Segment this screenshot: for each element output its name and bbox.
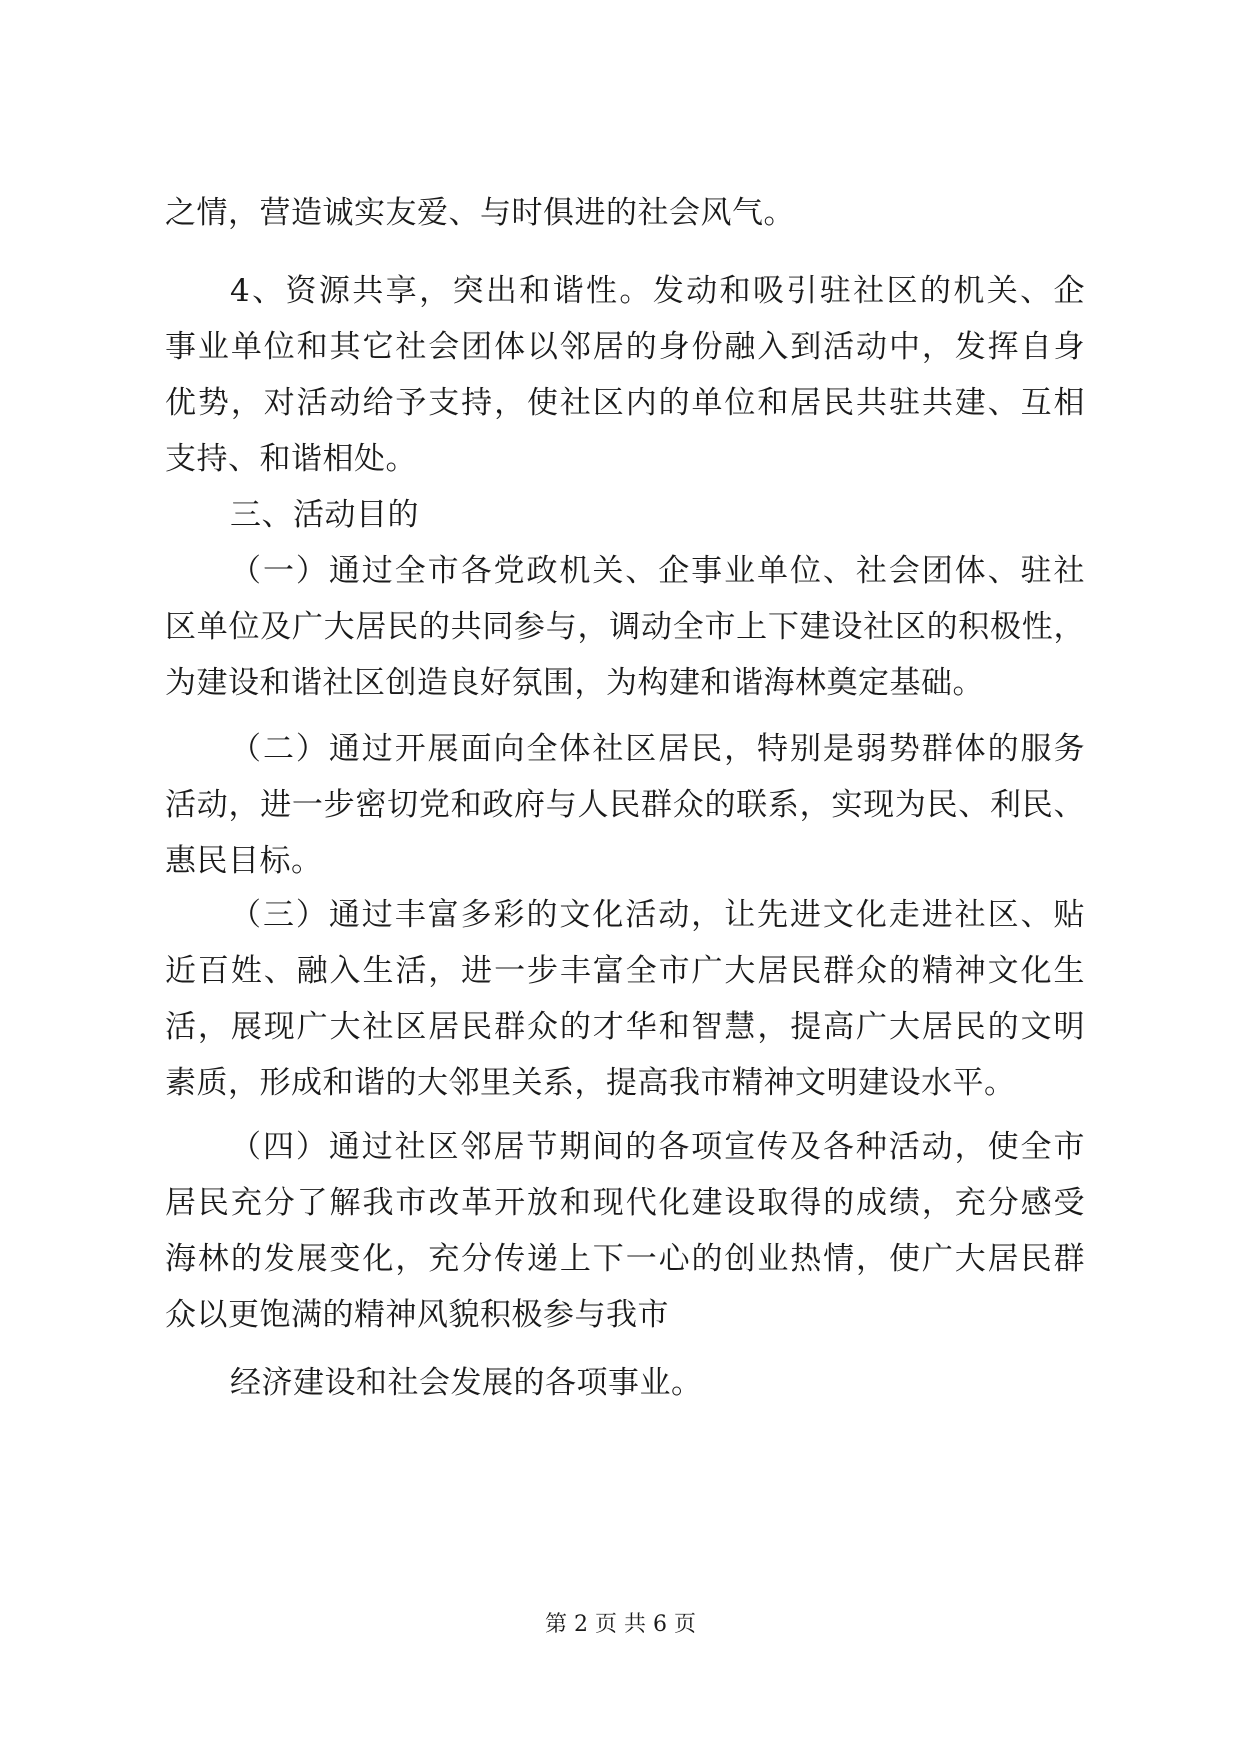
- paragraph-line: 活动，进一步密切党和政府与人民群众的联系，实现为民、利民、: [165, 787, 1085, 823]
- section-heading: 三、活动目的: [230, 497, 419, 533]
- paragraph-line: 活，展现广大社区居民群众的才华和智慧，提高广大居民的文明: [165, 1009, 1085, 1045]
- paragraph-line: （三）通过丰富多彩的文化活动，让先进文化走进社区、贴: [230, 897, 1085, 933]
- paragraph-line: 素质，形成和谐的大邻里关系，提高我市精神文明建设水平。: [165, 1065, 1016, 1101]
- paragraph-line: 之情，营造诚实友爱、与时俱进的社会风气。: [165, 195, 795, 231]
- paragraph-line: 经济建设和社会发展的各项事业。: [230, 1365, 703, 1401]
- paragraph-line: （四）通过社区邻居节期间的各项宣传及各种活动，使全市: [230, 1129, 1085, 1165]
- paragraph-line: （二）通过开展面向全体社区居民，特别是弱势群体的服务: [230, 731, 1085, 767]
- paragraph-line: 区单位及广大居民的共同参与，调动全市上下建设社区的积极性，: [165, 609, 1085, 645]
- paragraph-line: 惠民目标。: [165, 843, 323, 879]
- paragraph-line: 优势，对活动给予支持，使社区内的单位和居民共驻共建、互相: [165, 385, 1085, 421]
- paragraph-line: 支持、和谐相处。: [165, 441, 417, 477]
- paragraph-line: 事业单位和其它社会团体以邻居的身份融入到活动中，发挥自身: [165, 329, 1085, 365]
- paragraph-line: 近百姓、融入生活，进一步丰富全市广大居民群众的精神文化生: [165, 953, 1085, 989]
- paragraph-line: 居民充分了解我市改革开放和现代化建设取得的成绩，充分感受: [165, 1185, 1085, 1221]
- paragraph-line: 为建设和谐社区创造良好氛围，为构建和谐海林奠定基础。: [165, 665, 984, 701]
- paragraph-line: 海林的发展变化，充分传递上下一心的创业热情，使广大居民群: [165, 1241, 1085, 1277]
- paragraph-line: 4、资源共享，突出和谐性。发动和吸引驻社区的机关、企: [230, 273, 1085, 309]
- paragraph-line: （一）通过全市各党政机关、企事业单位、社会团体、驻社: [230, 553, 1085, 589]
- page-footer: 第 2 页 共 6 页: [545, 1612, 696, 1637]
- paragraph-line: 众以更饱满的精神风貌积极参与我市: [165, 1297, 669, 1333]
